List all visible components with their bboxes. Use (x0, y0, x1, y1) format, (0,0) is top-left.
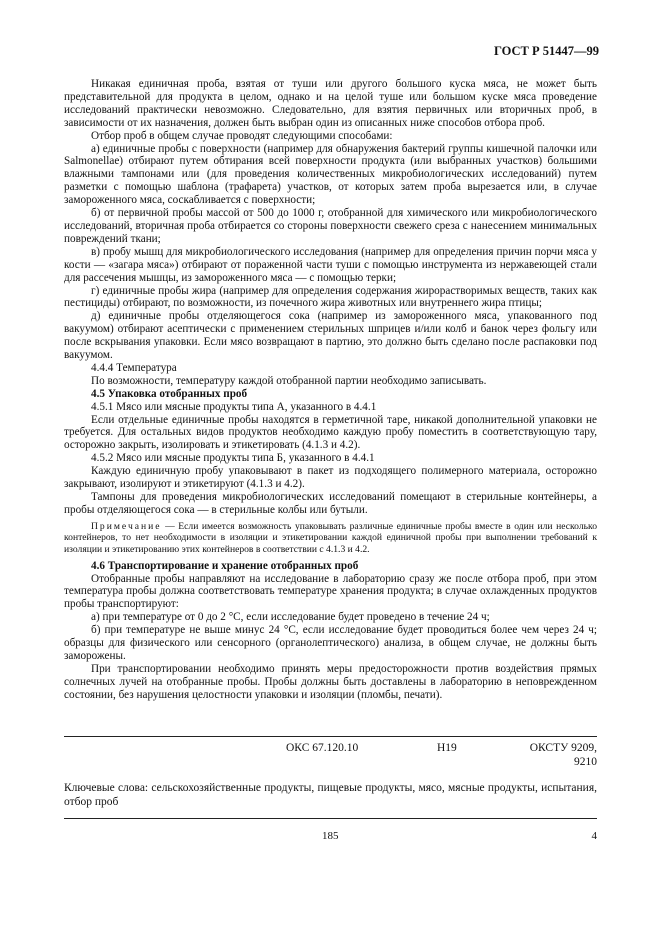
section-heading: 4.5 Упаковка отобранных проб (91, 387, 248, 400)
paragraph: Если отдельные единичные пробы находятся в герметичной таре, никакой дополнительной упаковки не требуется. Для остальных видов продуктов необходимо каждую пробу поместить в соответствующую тару, осторожно закрыть, изолировать и этикетировать (4.1.3 и 4.2). (64, 413, 597, 452)
keywords: Ключевые слова: сельскохозяйственные продукты, пищевые продукты, мясо, мясные продукты, испытания, отбор проб (64, 782, 597, 808)
okstu-code: ОКСТУ 9209, (529, 742, 597, 754)
okstu-code-cont: 9210 (574, 756, 597, 768)
divider (64, 818, 597, 819)
list-item: г) единичные пробы жира (например для определения содержания жирорастворимых веществ, таких как пестициды) отбирают, по возможности, из почечного жира животных или внутреннего жира птицы; (64, 284, 597, 310)
paragraph: При транспортировании необходимо принять меры предосторожности против воздействия прямых солнечных лучей на отобранные пробы. Пробы должны быть доставлены в лабораторию в неповрежденном состоянии, без нарушения целостности упаковки и изоляции (пломбы, печати). (64, 662, 597, 701)
footer-center-number: 185 (322, 830, 339, 842)
section-title: 4.5.1 Мясо или мясные продукты типа А, указанного в 4.4.1 (91, 400, 377, 413)
list-item: в) пробу мышц для микробиологического исследования (например для определения причин порчи мяса у кости — «загара мяса») отбирают от пораженной части туши с помощью инструмента из нержавеющей стали для рассечения мышцы, из замороженного мяса — с помощью терки; (64, 245, 597, 284)
section-heading: 4.6 Транспортирование и хранение отобранных проб (91, 559, 359, 572)
section-title: 4.4.4 Температура (91, 361, 177, 374)
paragraph: Никакая единичная проба, взятая от туши или другого большого куска мяса, не может быть представительной для продукта в целом, однако и на целой туше или большом куске мяса проведение исследований практически невозможно. Следовательно, для взятия первичных или вторичных проб, в зависимости от их назначения, должен быть выбран один из описанных ниже способов отбора проб. (64, 78, 597, 129)
paragraph: Отбор проб в общем случае проводят следующими способами: (91, 129, 393, 142)
section-title: 4.5.2 Мясо или мясные продукты типа Б, указанного в 4.4.1 (91, 452, 375, 465)
document-header: ГОСТ Р 51447—99 (493, 44, 599, 58)
note-label: Примечание (91, 520, 162, 532)
page-number: 4 (591, 830, 597, 842)
classification-codes (64, 742, 597, 772)
paragraph: Отобранные пробы направляют на исследование в лабораторию сразу же после отбора проб, при этом температура пробы должна соответствовать температуре хранения продукта; в случае охлажденных продуктов пробы транспортируют: (64, 572, 597, 611)
paragraph: Тампоны для проведения микробиологических исследований помещают в стерильные контейнеры, а пробы отделяющегося сока — в стерильные колбы или бутыли. (64, 491, 597, 516)
document-body (64, 78, 597, 702)
note-text: — Если имеется возможность упаковывать различные единичные пробы вместе в один или несколько контейнеров, то нет необходимости в изоляции и этикетировании каждой единичной пробы при выполнении требований к изоляции и этикетированию этих контейнеров в соответствии с 4.1.3 и 4.2. (64, 520, 597, 555)
list-item: д) единичные пробы отделяющегося сока (например из замороженного мяса, упакованного под вакуумом) отбирают асептически с применением стерильных шприцев и/или колб и банок через фольгу или после вскрывания упаковки. Если мясо возвращают в партию, это должно быть сделано после распаковки под вакуумом. (64, 310, 597, 362)
paragraph: По возможности, температуру каждой отобранной партии необходимо записывать. (91, 374, 487, 387)
list-item: б) при температуре не выше минус 24 °С, если исследование будет проводиться более чем через 24 ч; образцы для физического или сенсорного (органолептического) анализа, в общем случае, не должны быть заморожены. (64, 624, 597, 662)
divider (64, 736, 597, 737)
group-code: Н19 (437, 742, 457, 754)
list-item: б) от первичной пробы массой от 500 до 1000 г, отобранной для химического или микробиологического исследований, вторичная проба отбирается со стороны поверхности свежего среза с нанесением минимальных повреждений ткани; (64, 207, 597, 245)
list-item: а) при температуре от 0 до 2 °С, если исследование будет проведено в течение 24 ч; (91, 611, 490, 624)
note (64, 521, 597, 556)
list-item: а) единичные пробы с поверхности (например для обнаружения бактерий группы кишечной палочки или Salmonellae) отбирают путем обтирания всей поверхности продукта (или выбранных участков) большими влажными тампонами или (для проведения количественных микробиологических исследований) путем разметки с помощью шаблона (трафарета) участков, от которых затем проба вырезается или, в случае замороженного мяса, соскабливается с поверхности; (64, 142, 597, 207)
paragraph: Каждую единичную пробу упаковывают в пакет из подходящего полимерного материала, осторожно закрывают, изолируют и этикетируют (4.1.3 и 4.2). (64, 465, 597, 491)
oks-code: ОКС 67.120.10 (286, 742, 359, 754)
